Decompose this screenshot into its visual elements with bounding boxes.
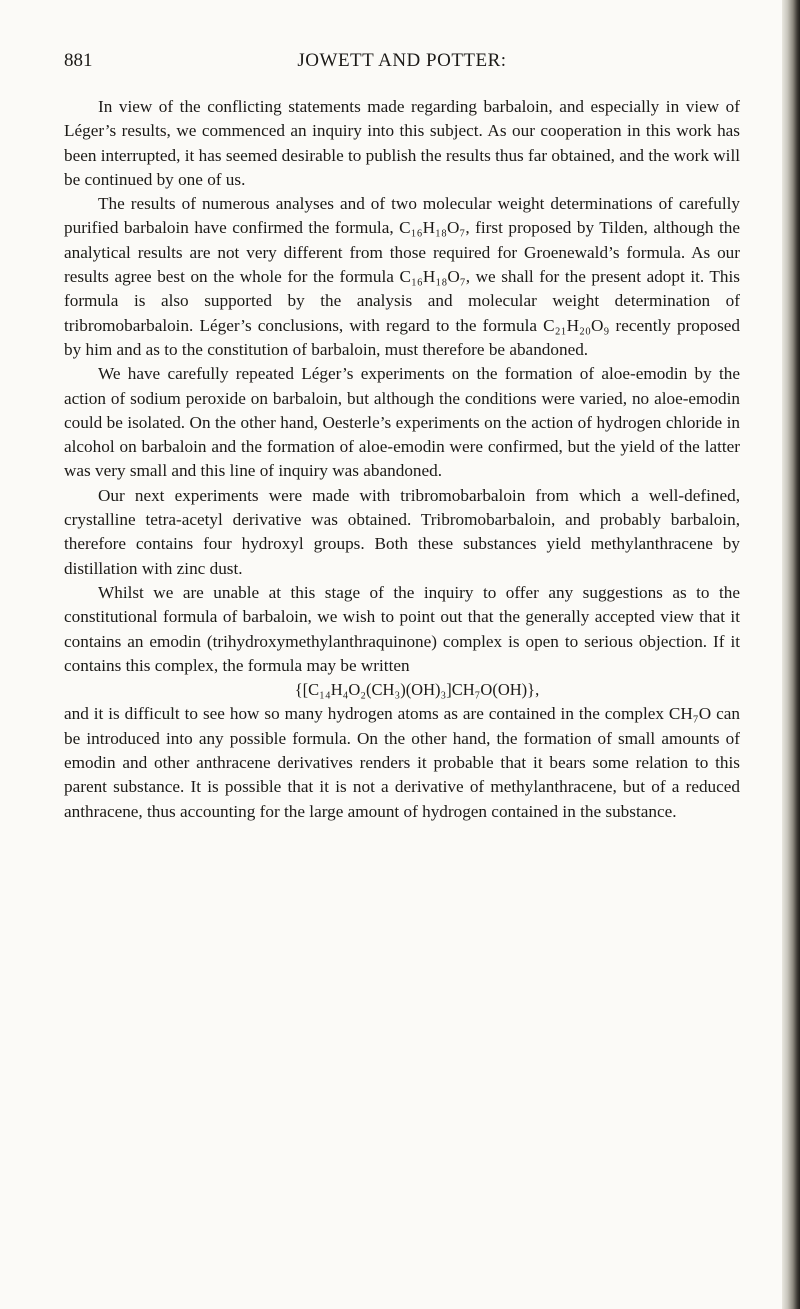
paragraph: Whilst we are unable at this stage of the inquiry to offer any suggestions as to the constitutional formula of barbaloin, we wish to point out that the generally accepted view that it contains an emodin (trihydroxymethylanthraquinone) complex is open to serious objection. If it contains this complex, the formula may be written xyxy=(64,582,740,675)
paragraph: We have carefully repeated Léger’s experiments on the formation of aloe-emodin by the action of sodium peroxide on barbaloin, but although the conditions were varied, no aloe-emodin could be isolated. On the other hand, Oesterle’s experiments on the action of hydrogen chloride in alcohol on barbaloin and the formation of aloe-emodin were confirmed, but the yield of the latter was very small and this line of inquiry was abandoned. xyxy=(64,364,740,481)
paragraph-continuation: and it is difficult to see how so many hydrogen atoms as are contained in the complex CH₇O can be introduced into any possible formula. On the other hand, the formation of small amounts of emodin and other anthracene derivatives renders it probable that it bears some relation to this parent substance. It is possible that it is not a derivative of methylanthracene, but of a reduced anthracene, thus accounting for the large amount of hydrogen contained in the substance. xyxy=(64,704,740,821)
page-binding-shadow xyxy=(782,0,800,1309)
page-header xyxy=(64,50,740,78)
chemical-formula: {[C₁₄H₄O₂(CH₃)(OH)₃]CH₇O(OH)}, xyxy=(294,680,540,700)
body-text xyxy=(64,95,740,824)
paragraph: The results of numerous analyses and of two molecular weight determinations of carefully purified barbaloin have confirmed the formula, C₁₆H₁₈O₇, first proposed by Tilden, although the analytical results are not very different from those required for Groenewald’s formula. As our results agree best on the whole for the formula C₁₆H₁₈O₇, we shall for the present adopt it. This formula is also supported by the analysis and molecular weight determination of tribromobarbaloin. Léger’s conclusions, with regard to the formula C₂₁H₂₀O₉ recently proposed by him and as to the constitution of barbaloin, must therefore be abandoned. xyxy=(64,194,740,359)
paragraph: In view of the conflicting statements made regarding barbaloin, and especially in view of Léger’s results, we commenced an inquiry into this subject. As our cooperation in this work has been interrupted, it has seemed desirable to publish the results thus far obtained, and the work will be continued by one of us. xyxy=(64,97,740,189)
running-head: JOWETT AND POTTER: xyxy=(297,50,507,71)
paragraph: Our next experiments were made with tribromobarbaloin from which a well-defined, crystalline tetra-acetyl derivative was obtained. Tribromobarbaloin, and probably barbaloin, therefore contains four hydroxyl groups. Both these substances yield methylanthracene by distillation with zinc dust. xyxy=(64,485,740,578)
page-number: 881 xyxy=(64,50,93,71)
